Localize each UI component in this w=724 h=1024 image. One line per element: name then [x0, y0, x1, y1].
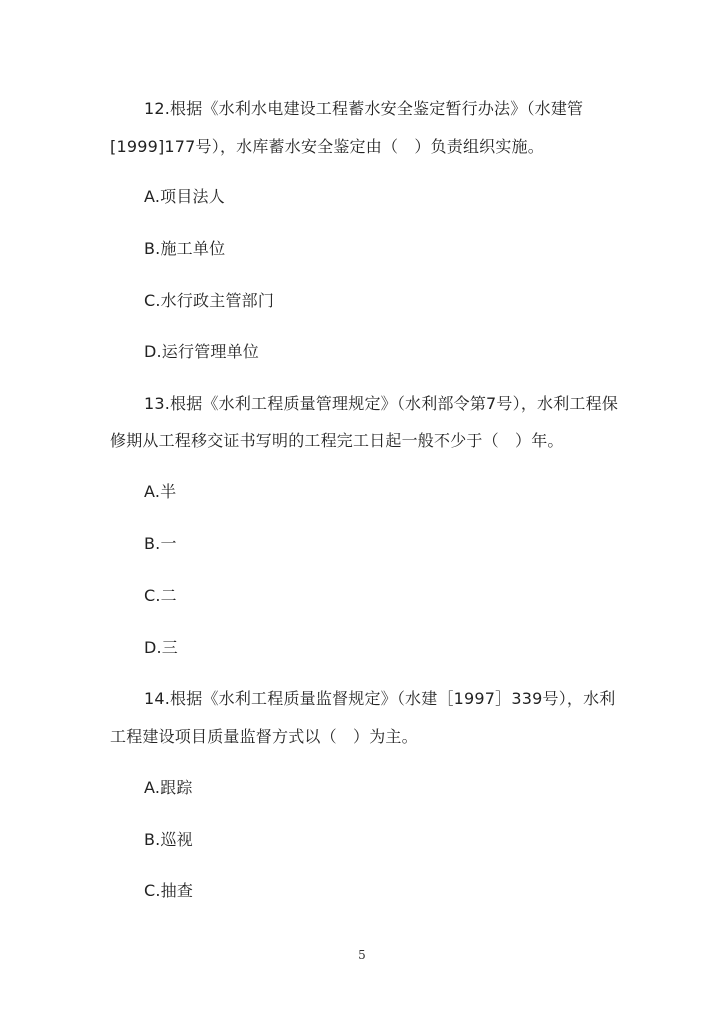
question-12-option-b: B.施工单位	[144, 239, 226, 258]
question-13-option-b: B.一	[144, 534, 177, 553]
question-14-option-c: C.抽查	[144, 881, 194, 900]
question-14-option-a: A.跟踪	[144, 778, 193, 797]
question-13-option-c: C.二	[144, 586, 177, 605]
question-14-stem-line-1: 14.根据《水利工程质量监督规定》（水建［1997］339号），水利	[144, 689, 616, 708]
question-13-option-d: D.三	[144, 638, 179, 657]
question-12-stem-line-2: [1999]177号），水库蓄水安全鉴定由（ ）负责组织实施。	[110, 137, 544, 156]
question-13-stem-line-1: 13.根据《水利工程质量管理规定》（水利部令第7号），水利工程保	[144, 394, 619, 413]
question-12-option-d: D.运行管理单位	[144, 342, 260, 361]
question-14-stem-line-2: 工程建设项目质量监督方式以（ ）为主。	[110, 727, 418, 746]
question-13-option-a: A.半	[144, 482, 177, 501]
question-13-stem-line-2: 修期从工程移交证书写明的工程完工日起一般不少于（ ）年。	[110, 431, 564, 450]
question-12-option-a: A.项目法人	[144, 187, 225, 206]
question-14-option-b: B.巡视	[144, 830, 193, 849]
question-12-option-c: C.水行政主管部门	[144, 291, 275, 310]
page-number: 5	[358, 948, 366, 962]
question-12-stem-line-1: 12.根据《水利水电建设工程蓄水安全鉴定暂行办法》（水建管	[144, 99, 584, 118]
